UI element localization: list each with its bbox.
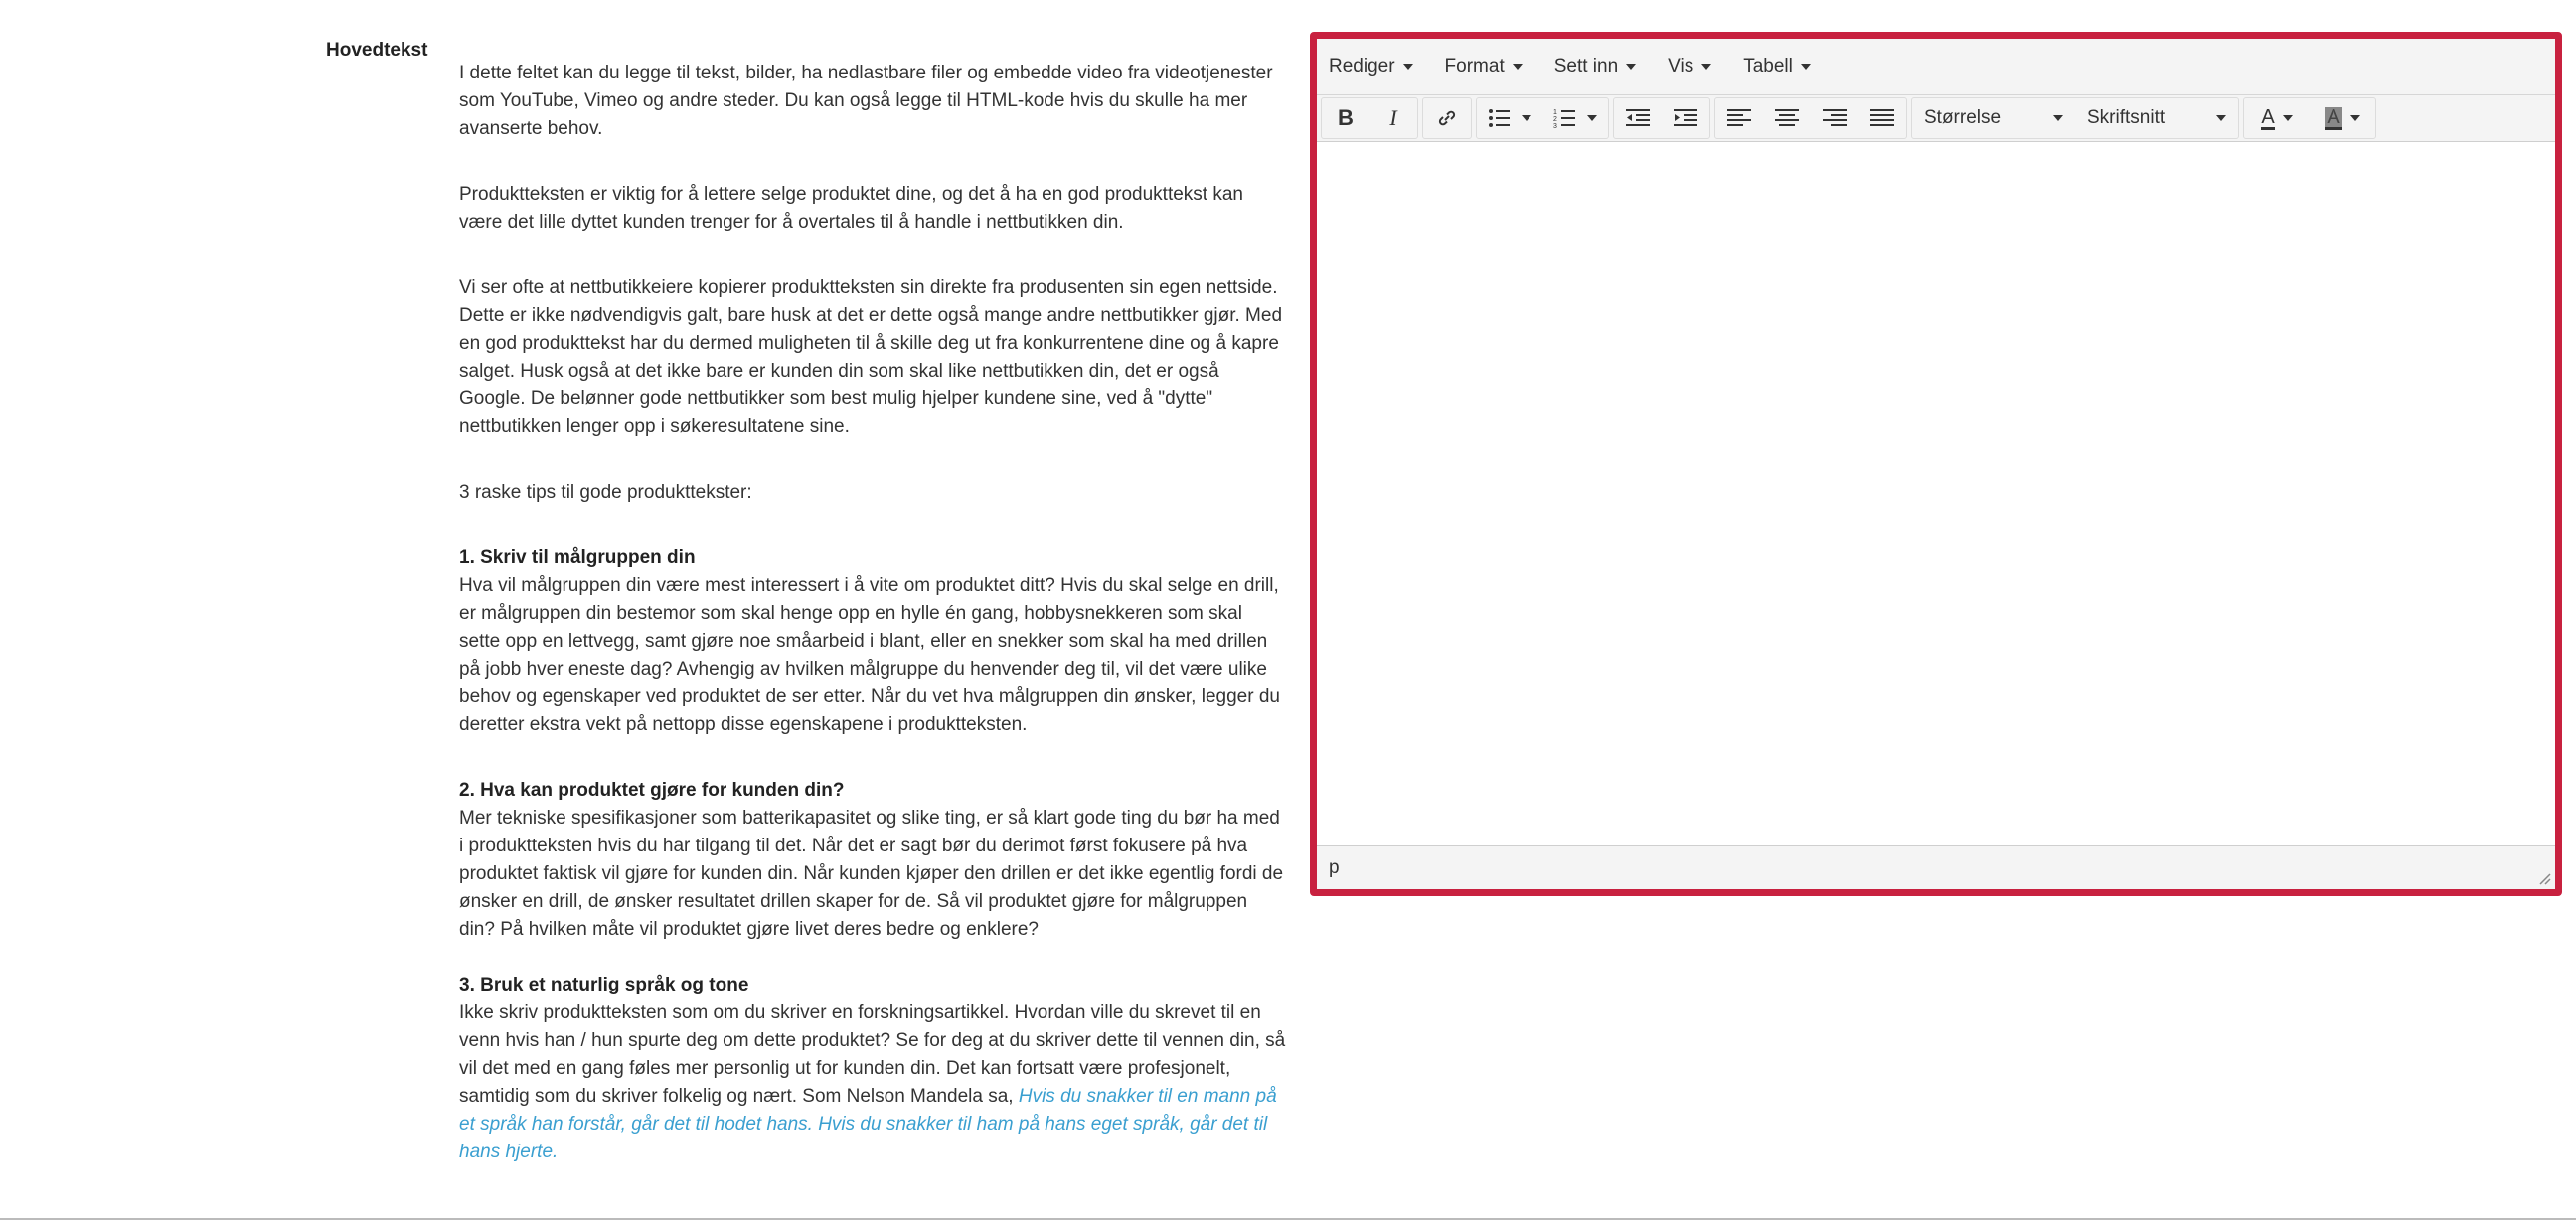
svg-text:2: 2 <box>1553 116 1557 123</box>
caret-down-icon <box>1522 115 1531 121</box>
svg-text:1: 1 <box>1553 109 1557 116</box>
font-family-select[interactable] <box>2075 98 2238 138</box>
align-group <box>1714 97 1907 139</box>
menu-tabell-label: Tabell <box>1743 56 1793 76</box>
resize-handle-icon[interactable] <box>2537 871 2551 885</box>
caret-down-icon <box>2053 115 2063 121</box>
editor-statusbar <box>1317 845 2555 889</box>
caret-down-icon <box>1801 64 1811 70</box>
format-group <box>1321 97 1418 139</box>
outdent-icon <box>1626 107 1650 129</box>
background-color-button[interactable] <box>2310 98 2375 138</box>
font-size-select[interactable] <box>1912 98 2075 138</box>
element-path[interactable]: p <box>1329 856 1340 878</box>
help-paragraph-3: Vi ser ofte at nettbutikkeiere kopierer produktteksten sin direkte fra produsenten sin egen nettside. Dette er ikke nødvendigvis galt, bare husk at det er dette også mange andre nettbutikker gjør. Med en god produkttekst har du dermed muligheten til å skille deg ut fra konkurrentene dine og å kapre salget. Husk også at det ikke bare er kunden din som skal like nettbutikken din, det er også Google. De belønner gode nettbutikker som best mulig hjelper kundene sine, ved å "dytte" nettbutikken lenger opp i søkeresultatene sine. <box>459 277 1283 437</box>
align-right-button[interactable] <box>1811 98 1858 138</box>
tip-3-title: 3. Bruk et naturlig språk og tone <box>459 975 749 995</box>
menu-sett-inn-label: Sett inn <box>1553 56 1619 76</box>
tip-3 <box>459 972 1286 1166</box>
caret-down-icon <box>1403 64 1413 70</box>
mandela-quote: Hvis du snakker til en mann på et språk han forstår, går det til hodet hans. Hvis du snakker til ham på hans eget språk, går det til hans hjerte. <box>459 1086 1277 1162</box>
bullet-list-button[interactable] <box>1477 98 1542 138</box>
link-group <box>1422 97 1472 139</box>
field-label: Hovedtekst <box>326 40 428 61</box>
bold-button[interactable] <box>1322 98 1369 138</box>
menu-rediger[interactable] <box>1329 56 1413 77</box>
tip-2-body: Mer tekniske spesifikasjoner som batterikapasitet og slike ting, er så klart gode ting du bør ha med i produktteksten hvis du har tilgang til det. Når det er sagt bør du derimot først fokusere på hva produktet faktisk vil gjøre for kunden din. Når kunden kjøper den drillen er det ikke egentlig fordi de ønsker en drill, de ønsker resultatet drillen skaper for de. Så vil produktet gjøre for målgruppen din? På hvilken måte vil produktet gjøre livet deres bedre og enklere? <box>459 808 1284 940</box>
menu-vis[interactable] <box>1668 56 1711 77</box>
align-right-icon <box>1823 107 1847 129</box>
tip-3-body: Ikke skriv produktteksten som om du skriver en forskningsartikkel. Hvordan ville du skrevet til en venn hvis han / hun spurte deg om dette produktet? Se for deg at du skriver dette til vennen din, så vil det med en gang føles mer personlig ut for kunden din. Det kan fortsatt være profesjonelt, samtidig som du skriver folkelig og nært. Som Nelson Mandela sa, <box>459 1002 1286 1107</box>
align-justify-icon <box>1870 107 1894 129</box>
indent-group <box>1613 97 1710 139</box>
caret-down-icon <box>2350 115 2360 121</box>
numbered-list-icon <box>1553 107 1579 129</box>
align-center-button[interactable] <box>1763 98 1811 138</box>
italic-button[interactable] <box>1369 98 1417 138</box>
caret-down-icon <box>1626 64 1636 70</box>
editor-toolbar <box>1317 95 2555 142</box>
help-paragraph-1: I dette feltet kan du legge til tekst, bilder, ha nedlastbare filer og embedde video fra videotjenester som YouTube, Vimeo og andre steder. Du kan også legge til HTML-kode hvis du skulle ha mer avanserte behov. <box>459 63 1273 139</box>
help-text <box>459 60 1286 1194</box>
svg-text:3: 3 <box>1553 123 1557 129</box>
tips-intro: 3 raske tips til gode produkttekster: <box>459 482 752 503</box>
editor-content-area[interactable] <box>1317 142 2555 852</box>
menu-tabell[interactable] <box>1743 56 1811 77</box>
menu-format-label: Format <box>1444 56 1505 76</box>
tip-1 <box>459 544 1286 739</box>
menu-format[interactable] <box>1445 56 1523 77</box>
link-icon <box>1436 107 1458 129</box>
caret-down-icon <box>2216 115 2226 121</box>
tip-2-title: 2. Hva kan produktet gjøre for kunden din? <box>459 780 845 801</box>
rich-text-editor <box>1310 32 2562 896</box>
list-group <box>1476 97 1609 139</box>
align-justify-button[interactable] <box>1858 98 1906 138</box>
indent-icon <box>1674 107 1697 129</box>
text-color-icon: A <box>2261 105 2275 128</box>
tip-1-body: Hva vil målgruppen din være mest interessert i å vite om produktet ditt? Hvis du skal selge en drill, er målgruppen din bestemor som skal henge opp en hylle én gang, hobbysnekkeren som skal sette opp en lettvegg, samt gjøre noe småarbeid i blant, eller en snekker som skal ha med drillen på jobb hver eneste dag? Avhengig av hvilken målgruppe du henvender deg til, vil det være ulike behov og egenskaper ved produktet de ser etter. Når du vet hva målgruppen din ønsker, legger du deretter ekstra vekt på nettopp disse egenskapene i produktteksten. <box>459 575 1280 735</box>
menu-rediger-label: Rediger <box>1329 56 1395 76</box>
align-center-icon <box>1775 107 1799 129</box>
bold-icon: B <box>1338 105 1354 130</box>
color-group <box>2243 97 2376 139</box>
outdent-button[interactable] <box>1614 98 1662 138</box>
align-left-icon <box>1727 107 1751 129</box>
bullet-list-icon <box>1488 107 1514 129</box>
caret-down-icon <box>1513 64 1523 70</box>
tip-2 <box>459 777 1286 944</box>
text-color-button[interactable] <box>2244 98 2310 138</box>
caret-down-icon <box>1587 115 1597 121</box>
indent-button[interactable] <box>1662 98 1709 138</box>
numbered-list-button[interactable] <box>1542 98 1608 138</box>
font-family-select-label: Skriftsnitt <box>2087 107 2166 128</box>
font-size-select-label: Størrelse <box>1924 107 2002 128</box>
font-group <box>1911 97 2239 139</box>
caret-down-icon <box>2283 115 2293 121</box>
tip-1-title: 1. Skriv til målgruppen din <box>459 547 696 568</box>
menu-sett-inn[interactable] <box>1554 56 1636 77</box>
caret-down-icon <box>1701 64 1711 70</box>
italic-icon: I <box>1389 105 1397 130</box>
help-paragraph-2: Produktteksten er viktig for å lettere selge produktet dine, og det å ha en god produkttekst kan være det lille dyttet kunden trenger for å overtales til å handle i nettbutikken din. <box>459 184 1243 232</box>
menu-vis-label: Vis <box>1668 56 1694 76</box>
align-left-button[interactable] <box>1715 98 1763 138</box>
link-button[interactable] <box>1423 98 1471 138</box>
background-color-icon: A <box>2327 105 2340 128</box>
editor-menubar <box>1317 39 2555 95</box>
